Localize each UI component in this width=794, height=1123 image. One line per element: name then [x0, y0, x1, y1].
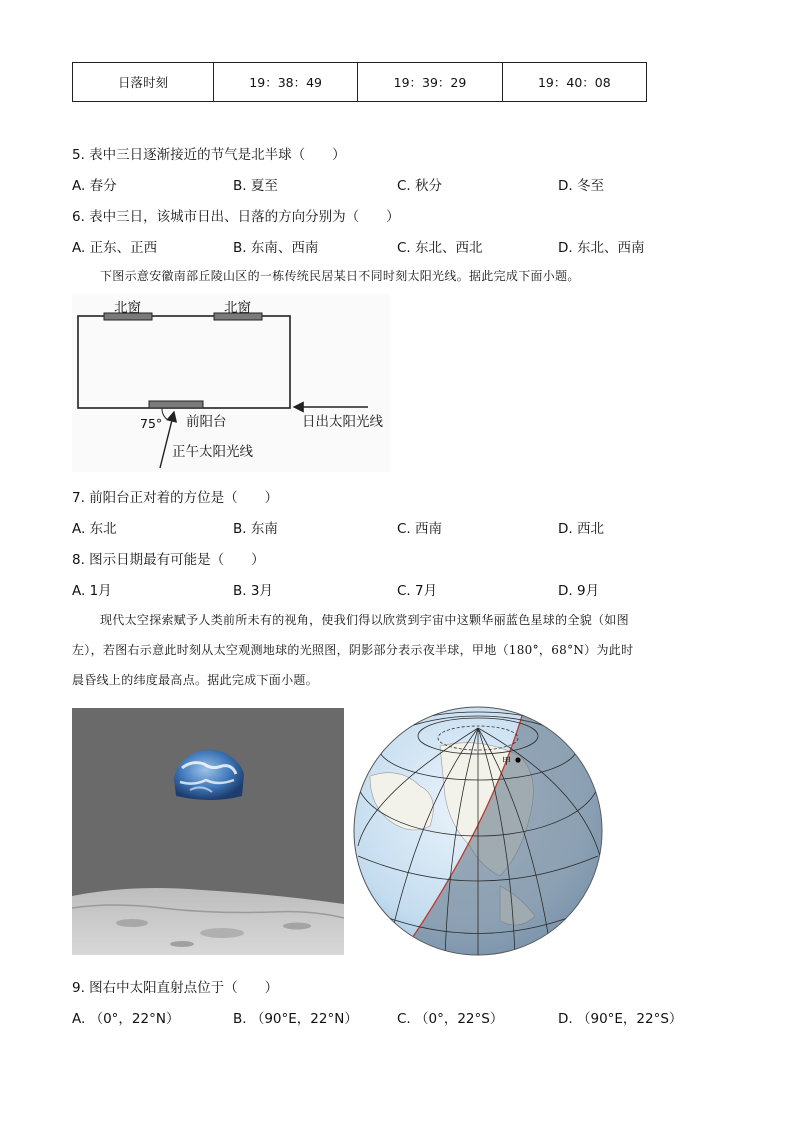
intro-2-line-2: 左），若图右示意此时刻从太空观测地球的光照图，阴影部分表示夜半球，甲地（180°，68°N）为此时 [72, 643, 634, 657]
table-cell: 19：39：29 [358, 63, 502, 102]
table-cell: 19：38：49 [214, 63, 358, 102]
intro-paragraph-1: 下图示意安徽南部丘陵山区的一栋传统民居某日不同时刻太阳光线。据此完成下面小题。 [100, 269, 580, 283]
earthrise-photo [72, 708, 344, 955]
q9-option-c[interactable]: C. （0°，22°S） [397, 1011, 504, 1027]
q6-option-a[interactable]: A. 正东、正西 [72, 240, 158, 256]
table-cell: 19：40：08 [502, 63, 646, 102]
intro-2-line-3: 晨昏线上的纬度最高点。据此完成下面小题。 [72, 673, 319, 687]
question-5-stem: 5. 表中三日逐渐接近的节气是北半球（ ） [72, 147, 346, 163]
point-jia-marker [515, 757, 520, 762]
q7-option-a[interactable]: A. 东北 [72, 521, 117, 537]
table-row-label: 日落时刻 [73, 63, 214, 102]
q9-option-d[interactable]: D. （90°E，22°S） [558, 1011, 683, 1027]
q9-option-b[interactable]: B. （90°E，22°N） [233, 1011, 358, 1027]
q7-option-b[interactable]: B. 东南 [233, 521, 278, 537]
q8-option-c[interactable]: C. 7月 [397, 583, 438, 599]
balcony-label: 前阳台 [186, 414, 227, 430]
table-row [73, 63, 647, 102]
q7-option-d[interactable]: D. 西北 [558, 521, 604, 537]
q8-option-b[interactable]: B. 3月 [233, 583, 273, 599]
house-diagram [72, 294, 390, 472]
illumination-globe [350, 706, 606, 956]
intro-2-line-1: 现代太空探索赋予人类前所未有的视角，使我们得以欣赏到宇宙中这颗华丽蓝色星球的全貌（如图 [100, 613, 629, 627]
q6-option-c[interactable]: C. 东北、西北 [397, 240, 483, 256]
question-7-stem: 7. 前阳台正对着的方位是（ ） [72, 490, 279, 506]
balcony-shape [149, 401, 203, 408]
question-8-stem: 8. 图示日期最有可能是（ ） [72, 552, 265, 568]
q8-option-a[interactable]: A. 1月 [72, 583, 112, 599]
point-jia-label: 甲 [502, 757, 512, 767]
q5-option-a[interactable]: A. 春分 [72, 178, 117, 194]
q6-option-b[interactable]: B. 东南、西南 [233, 240, 319, 256]
sunrise-ray-label: 日出太阳光线 [302, 414, 383, 430]
north-window-1-label: 北窗 [114, 300, 141, 316]
q7-option-c[interactable]: C. 西南 [397, 521, 443, 537]
question-6-stem: 6. 表中三日，该城市日出、日落的方向分别为（ ） [72, 209, 400, 225]
q6-option-d[interactable]: D. 东北、西南 [558, 240, 645, 256]
q9-option-a[interactable]: A. （0°，22°N） [72, 1011, 180, 1027]
q5-option-b[interactable]: B. 夏至 [233, 178, 278, 194]
north-window-2-label: 北窗 [224, 300, 251, 316]
question-9-stem: 9. 图右中太阳直射点位于（ ） [72, 980, 279, 996]
q5-option-c[interactable]: C. 秋分 [397, 178, 443, 194]
q5-option-d[interactable]: D. 冬至 [558, 178, 604, 194]
q8-option-d[interactable]: D. 9月 [558, 583, 600, 599]
noon-ray-label: 正午太阳光线 [172, 444, 253, 460]
sunset-table [72, 62, 647, 102]
angle-label: 75° [140, 416, 163, 431]
